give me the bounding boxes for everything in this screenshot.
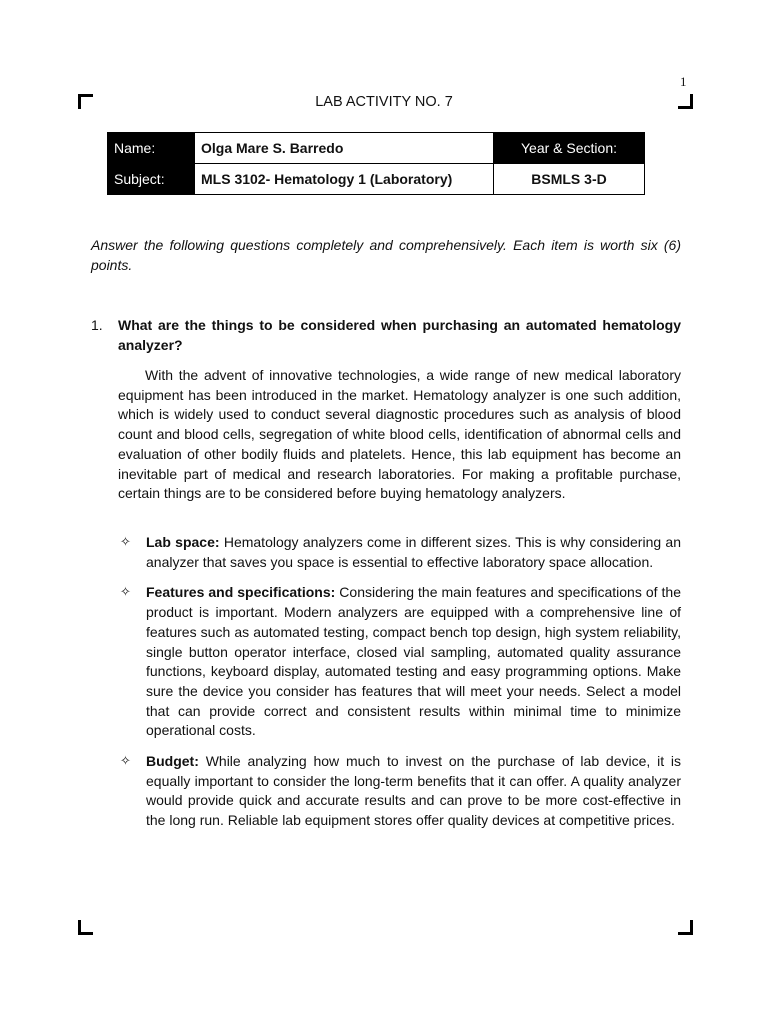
list-item bbox=[118, 583, 681, 741]
student-info-table bbox=[107, 132, 645, 195]
instructions: Answer the following questions completely and comprehensively. Each item is worth six (6) points. bbox=[91, 237, 681, 273]
section-value: BSMLS 3-D bbox=[494, 164, 645, 195]
four-pointed-star-icon: ✧ bbox=[120, 754, 131, 770]
answer-bullet-list bbox=[118, 533, 681, 842]
list-item bbox=[118, 533, 681, 572]
crop-mark-bottom-left bbox=[78, 920, 93, 935]
page-title: LAB ACTIVITY NO. 7 bbox=[315, 94, 453, 110]
table-row bbox=[108, 133, 645, 164]
bullet-title: Budget: bbox=[146, 753, 199, 770]
four-pointed-star-icon: ✧ bbox=[120, 585, 131, 601]
four-pointed-star-icon: ✧ bbox=[120, 535, 131, 550]
year-section-label: Year & Section: bbox=[494, 133, 645, 164]
page-number: 1 bbox=[680, 74, 687, 89]
table-row bbox=[108, 164, 645, 195]
list-item bbox=[118, 752, 681, 831]
bullet-text: Hematology analyzers come in different sizes. This is why considering an analyzer that saves you space is essential to effective laboratory space allocation. bbox=[146, 534, 682, 570]
crop-mark-bottom-right bbox=[678, 920, 693, 935]
question-number: 1. bbox=[91, 317, 103, 333]
subject-value: MLS 3102- Hematology 1 (Laboratory) bbox=[195, 164, 494, 195]
question-text: What are the things to be considered when purchasing an automated hematology analyzer? bbox=[118, 317, 681, 353]
answer-intro-paragraph: With the advent of innovative technologies, a wide range of new medical laboratory equipment has been introduced in the market. Hematology analyzer is one such addition, which is widely used to conduct several diagnostic procedures such as analysis of blood count and blood cells, segregation of white blood cells, identification of abnormal cells and evaluation of other bodily fluids and platelets. Hence, this lab equipment has become an inevitable part of medical and research laboratories. For making a profitable purchase, certain things are to be considered before buying hematology analyzers. bbox=[118, 367, 681, 502]
bullet-title: Lab space: bbox=[146, 534, 220, 550]
bullet-title: Features and specifications: bbox=[146, 584, 336, 601]
bullet-text: Considering the main features and specifications of the product is important. Modern analyzers are equipped with a comprehensive line of features such as automated testing, compact bench top design, high system reliability, single button operator interface, closed vial sampling, automated quality assurance functions, keyboard display, automated testing and easy programming options. Make sure the device you consider has features that will meet your needs. Select a model that can provide correct and consistent results within minimal time to minimize operational costs. bbox=[146, 584, 681, 739]
subject-label: Subject: bbox=[108, 164, 195, 195]
name-label: Name: bbox=[108, 133, 195, 164]
question-1 bbox=[91, 316, 681, 356]
name-value: Olga Mare S. Barredo bbox=[195, 133, 494, 164]
bullet-text: While analyzing how much to invest on the purchase of lab device, it is equally important to consider the long-term benefits that it can offer. A quality analyzer would provide quick and accurate results and can prove to be more cost-effective in the long run. Reliable lab equipment stores offer quality devices at competitive prices. bbox=[146, 753, 681, 829]
